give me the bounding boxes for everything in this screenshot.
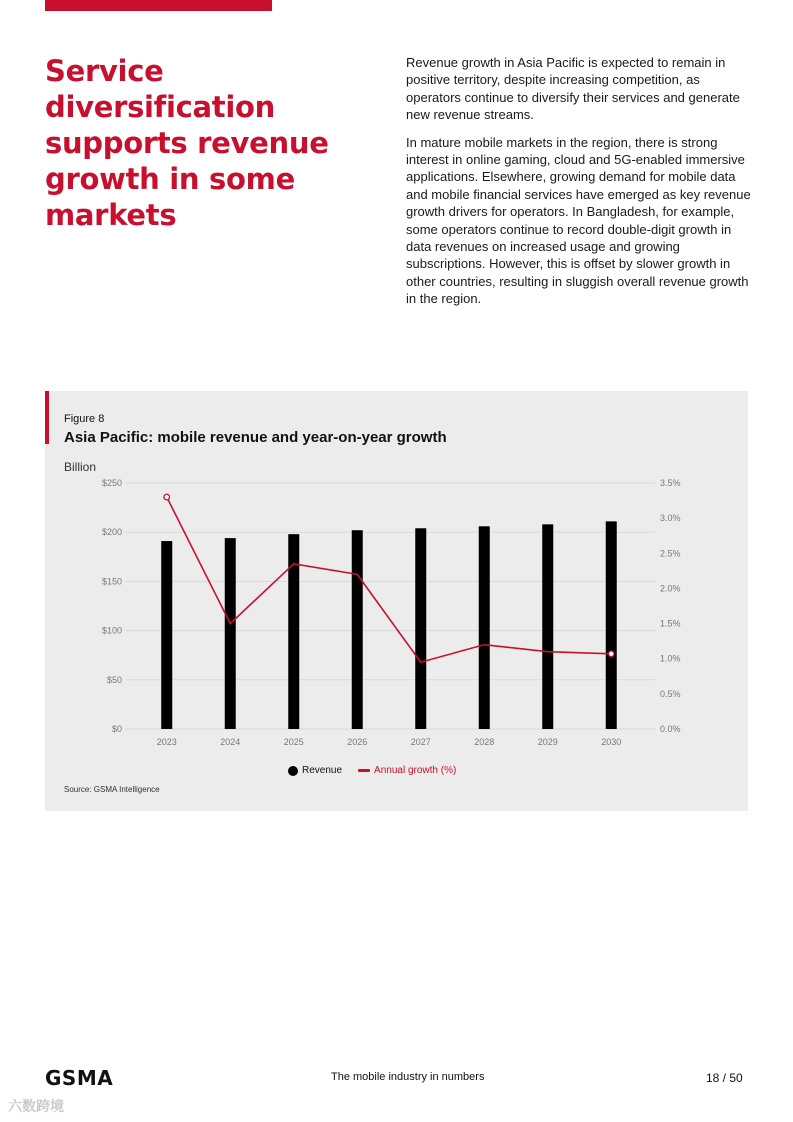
revenue-bar [479,526,490,729]
y2-tick-label: 0.0% [660,724,681,734]
y2-tick-label: 1.5% [660,618,681,629]
watermark-logo: 六数跨境 [8,1098,64,1114]
legend-revenue-swatch [288,766,298,776]
page-headline: Service diversification supports revenue growth in some markets [45,54,329,232]
legend-growth-swatch [358,769,370,772]
y2-tick-label: 2.5% [660,548,681,559]
chart-legend [288,765,472,776]
x-tick-label: 2029 [537,737,558,747]
revenue-bar [161,541,172,729]
revenue-bar [225,538,236,729]
y-tick-label: $50 [106,674,122,685]
y-tick-label: $0 [111,724,122,734]
y2-tick-label: 2.0% [660,583,681,594]
revenue-bar [415,528,426,729]
revenue-bar [542,524,553,729]
growth-point-end [608,651,614,657]
y2-tick-label: 0.5% [660,688,681,699]
y2-tick-label: 1.0% [660,653,681,664]
footer-publication-title: The mobile industry in numbers [331,1071,485,1083]
x-tick-label: 2024 [220,737,241,747]
growth-point-start [164,494,170,500]
paragraph-2: In mature mobile markets in the region, there is strong interest in online gaming, cloud and 5G-enabled immersive applications. Elsewhere, growing demand for mobile data and mobile financial services have emerged as key revenue growth drivers for operators. In Bangladesh, for example, some operators continue to record double-digit growth in data revenues on increased usage and growing subscriptions. However, this is offset by slower growth in other countries, resulting in sluggish overall revenue growth in the region. [406,134,751,307]
x-tick-label: 2030 [601,737,622,747]
figure-source: Source: GSMA Intelligence [64,785,160,794]
figure-label: Figure 8 [64,413,105,425]
legend-item-revenue [288,765,342,776]
x-tick-label: 2025 [283,737,304,747]
legend-growth-label: Annual growth (%) [374,765,457,776]
y-axis-unit-label: Billion [64,460,97,474]
y-tick-label: $250 [101,478,122,488]
y-tick-label: $150 [101,576,122,587]
x-tick-label: 2023 [156,737,177,747]
figure-title: Asia Pacific: mobile revenue and year-on-year growth [64,429,447,446]
y-tick-label: $200 [101,527,122,538]
top-accent-bar [45,0,272,11]
page-number: 18 / 50 [706,1071,743,1085]
body-text [406,54,751,318]
x-tick-label: 2027 [410,737,431,747]
revenue-bar [606,521,617,729]
legend-revenue-label: Revenue [302,765,343,776]
gsma-logo: GSMA [45,1066,114,1090]
y2-tick-label: 3.0% [660,513,681,524]
revenue-growth-chart [45,391,748,811]
revenue-bar [352,530,363,729]
legend-item-growth [358,765,456,776]
y-tick-label: $100 [101,625,122,636]
x-tick-label: 2028 [474,737,495,747]
paragraph-1: Revenue growth in Asia Pacific is expected to remain in positive territory, despite increasing competition, as operators continue to diversify their services and generate new revenue streams. [406,55,740,123]
x-tick-label: 2026 [347,737,368,747]
y2-tick-label: 3.5% [660,478,681,488]
